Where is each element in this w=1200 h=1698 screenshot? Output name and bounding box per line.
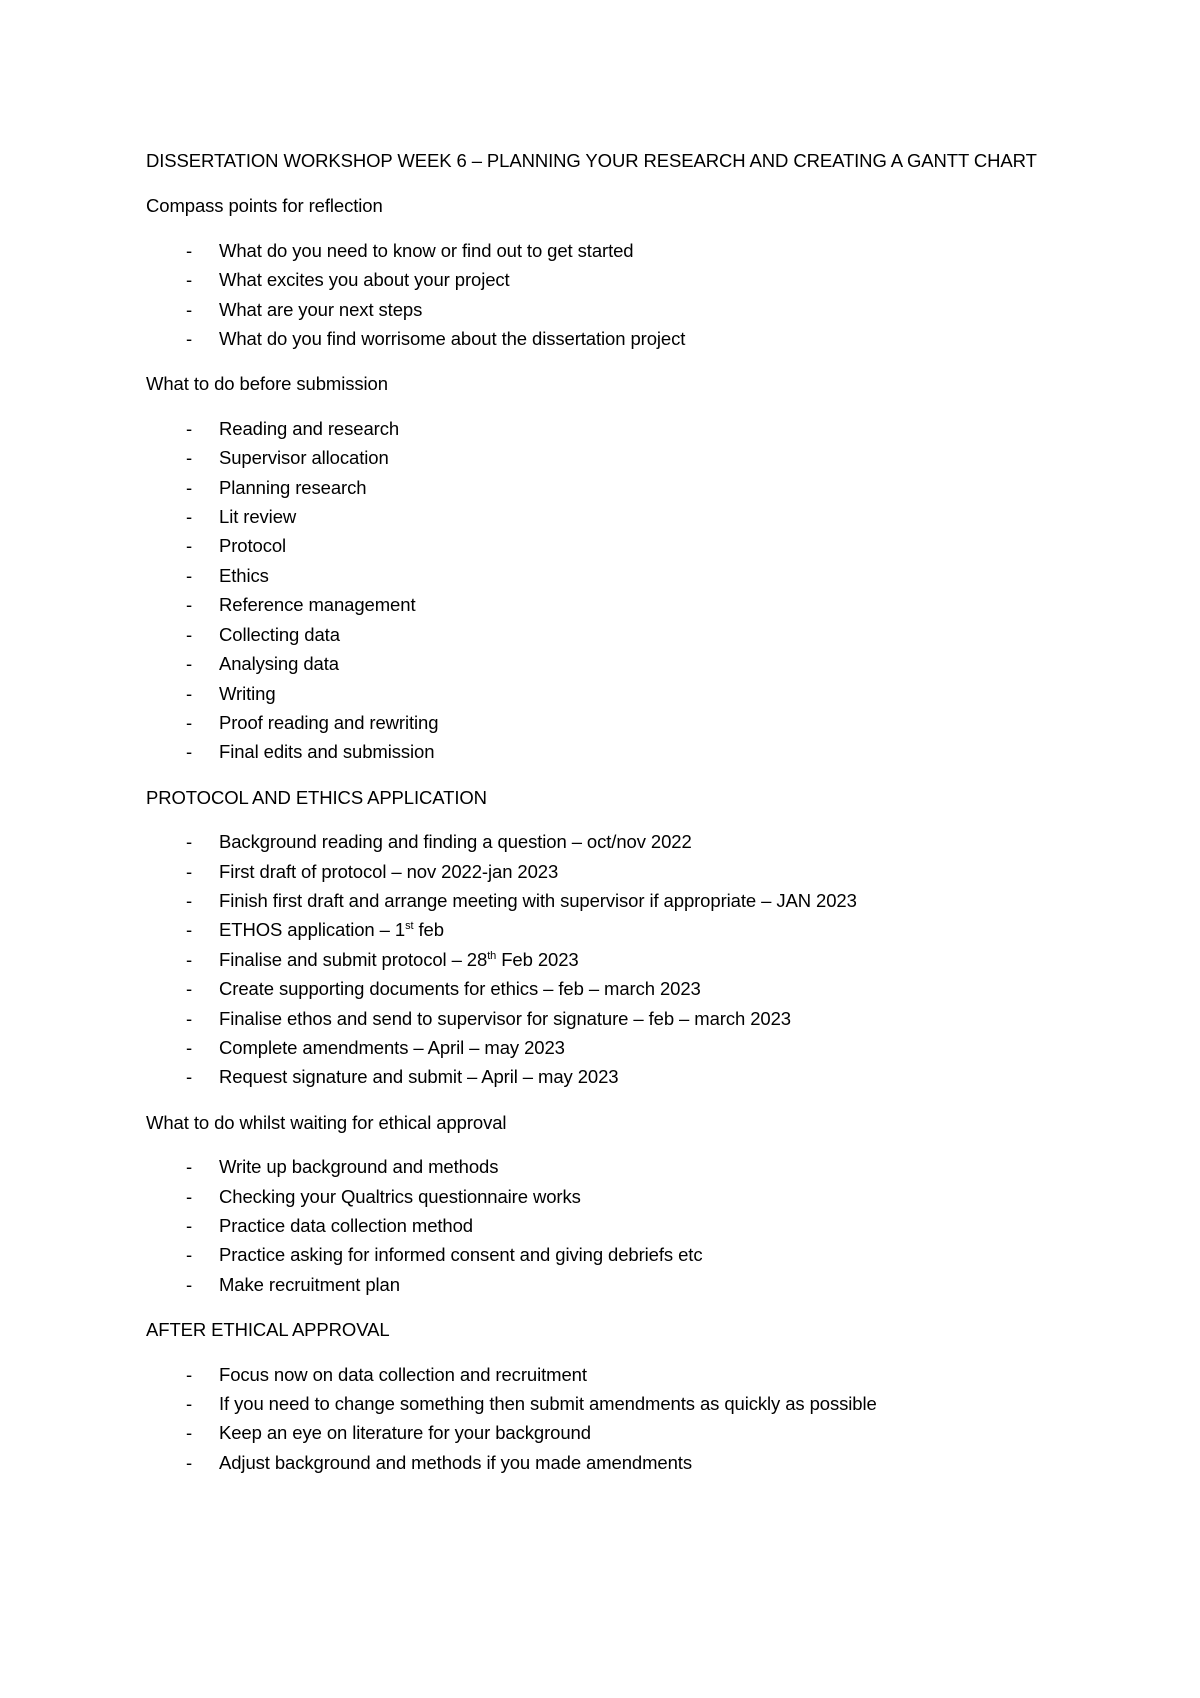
bullet-dash: - — [186, 831, 193, 853]
list-item — [146, 531, 1126, 560]
list-item — [146, 236, 1126, 265]
list-item-text: If you need to change something then submit amendments as quickly as possible — [219, 1393, 877, 1415]
bullet-dash: - — [186, 711, 193, 733]
bullet-dash: - — [186, 1185, 193, 1207]
list-item — [146, 737, 1126, 766]
list-item-text: Create supporting documents for ethics – feb – march 2023 — [219, 978, 701, 1000]
list-item — [146, 561, 1126, 590]
bullet-dash: - — [186, 682, 193, 704]
bullet-dash: - — [186, 476, 193, 498]
list-item-text: Reference management — [219, 594, 416, 616]
list-item-text: Writing — [219, 682, 276, 704]
bullet-dash: - — [186, 239, 193, 261]
list-item — [146, 620, 1126, 649]
list-item-text: Lit review — [219, 506, 297, 528]
waiting-for-approval-list — [146, 1152, 1126, 1299]
list-item — [146, 1389, 1126, 1418]
list-item — [146, 265, 1126, 294]
list-item — [146, 945, 1126, 974]
list-item — [146, 1182, 1126, 1211]
list-item — [146, 886, 1126, 915]
list-item — [146, 473, 1126, 502]
list-item-text: Request signature and submit – April – may 2023 — [219, 1066, 619, 1088]
list-item-text: Keep an eye on literature for your background — [219, 1422, 591, 1444]
bullet-dash: - — [186, 919, 193, 941]
list-item-text: What are your next steps — [219, 298, 423, 320]
list-item-text: Ethics — [219, 564, 269, 586]
list-item — [146, 1152, 1126, 1181]
bullet-dash: - — [186, 1066, 193, 1088]
list-item-text: Background reading and finding a question – oct/nov 2022 — [219, 831, 692, 853]
list-item — [146, 1062, 1126, 1091]
list-item — [146, 414, 1126, 443]
bullet-dash: - — [186, 1363, 193, 1385]
list-item — [146, 1448, 1126, 1477]
list-item-text: Analysing data — [219, 653, 339, 675]
list-item-text: Proof reading and rewriting — [219, 711, 439, 733]
section-heading-after-approval: AFTER ETHICAL APPROVAL — [146, 1319, 390, 1341]
bullet-dash: - — [186, 328, 193, 350]
list-item — [146, 1418, 1126, 1447]
bullet-dash: - — [186, 564, 193, 586]
bullet-dash: - — [186, 1007, 193, 1029]
list-item-text: Collecting data — [219, 623, 340, 645]
bullet-dash: - — [186, 1422, 193, 1444]
list-item — [146, 1033, 1126, 1062]
compass-points-list — [146, 236, 1126, 354]
bullet-dash: - — [186, 594, 193, 616]
bullet-dash: - — [186, 653, 193, 675]
list-item — [146, 649, 1126, 678]
bullet-dash: - — [186, 978, 193, 1000]
list-item-text: What do you find worrisome about the dissertation project — [219, 328, 686, 350]
list-item-text: Final edits and submission — [219, 741, 435, 763]
bullet-dash: - — [186, 1244, 193, 1266]
list-item-text: Finish first draft and arrange meeting with supervisor if appropriate – JAN 2023 — [219, 889, 857, 911]
bullet-dash: - — [186, 1215, 193, 1236]
section-heading-compass-points: Compass points for reflection — [146, 195, 383, 217]
list-item — [146, 1240, 1126, 1269]
list-item-text: Write up background and methods — [219, 1156, 499, 1178]
list-item-text: Supervisor allocation — [219, 447, 389, 469]
before-submission-list — [146, 414, 1126, 767]
list-item-text: Make recruitment plan — [219, 1273, 400, 1295]
list-item-text: What excites you about your project — [219, 269, 510, 291]
list-item — [146, 1211, 1126, 1240]
list-item — [146, 679, 1126, 708]
bullet-dash: - — [186, 860, 193, 882]
list-item-text: Protocol — [219, 535, 287, 557]
document-body — [146, 146, 1126, 1493]
list-item — [146, 590, 1126, 619]
bullet-dash: - — [186, 741, 193, 763]
list-item-text: Complete amendments – April – may 2023 — [219, 1036, 565, 1058]
bullet-dash: - — [186, 298, 193, 320]
ordinal-superscript: st — [405, 920, 414, 933]
bullet-dash: - — [186, 417, 193, 439]
bullet-dash: - — [186, 889, 193, 911]
list-item-text: Practice data collection method — [219, 1215, 473, 1236]
bullet-dash: - — [186, 1451, 193, 1473]
bullet-dash: - — [186, 1156, 193, 1178]
list-item-text: Planning research — [219, 476, 367, 498]
bullet-dash: - — [186, 948, 193, 970]
list-item-text: Checking your Qualtrics questionnaire works — [219, 1185, 581, 1207]
bullet-dash: - — [186, 506, 193, 528]
ordinal-superscript: th — [487, 949, 497, 962]
text-part: feb — [413, 919, 444, 941]
list-item — [146, 1004, 1126, 1033]
list-item — [146, 1360, 1126, 1389]
list-item — [146, 915, 1126, 944]
section-heading-waiting-for-approval: What to do whilst waiting for ethical approval — [146, 1111, 507, 1133]
list-item-text: What do you need to know or find out to get started — [219, 239, 634, 261]
list-item-text: Finalise ethos and send to supervisor for signature – feb – march 2023 — [219, 1007, 791, 1029]
list-item-text — [219, 919, 444, 940]
list-item-text: Reading and research — [219, 417, 400, 439]
bullet-dash: - — [186, 1273, 193, 1295]
document-title: DISSERTATION WORKSHOP WEEK 6 – PLANNING YOUR RESEARCH AND CREATING A GANTT CHART — [146, 150, 1037, 171]
protocol-ethics-list — [146, 827, 1126, 1092]
list-item — [146, 827, 1126, 856]
list-item — [146, 857, 1126, 886]
bullet-dash: - — [186, 447, 193, 469]
text-part: Feb 2023 — [496, 948, 579, 970]
bullet-dash: - — [186, 535, 193, 557]
list-item-text — [219, 949, 579, 970]
text-part: Finalise and submit protocol – 28 — [219, 948, 488, 970]
list-item — [146, 324, 1126, 353]
bullet-dash: - — [186, 623, 193, 645]
bullet-dash: - — [186, 1393, 193, 1415]
after-approval-list — [146, 1360, 1126, 1478]
text-part: ETHOS application – 1 — [219, 919, 406, 941]
bullet-dash: - — [186, 269, 193, 291]
list-item — [146, 974, 1126, 1003]
list-item — [146, 295, 1126, 324]
list-item-text: Adjust background and methods if you made amendments — [219, 1451, 693, 1473]
section-heading-before-submission: What to do before submission — [146, 373, 388, 395]
list-item — [146, 443, 1126, 472]
list-item-text: Focus now on data collection and recruitment — [219, 1363, 587, 1385]
list-item-text: First draft of protocol – nov 2022-jan 2023 — [219, 860, 559, 882]
list-item — [146, 502, 1126, 531]
section-heading-protocol-ethics: PROTOCOL AND ETHICS APPLICATION — [146, 786, 487, 808]
list-item — [146, 1270, 1126, 1299]
bullet-dash: - — [186, 1036, 193, 1058]
list-item — [146, 708, 1126, 737]
list-item-text: Practice asking for informed consent and giving debriefs etc — [219, 1244, 703, 1266]
